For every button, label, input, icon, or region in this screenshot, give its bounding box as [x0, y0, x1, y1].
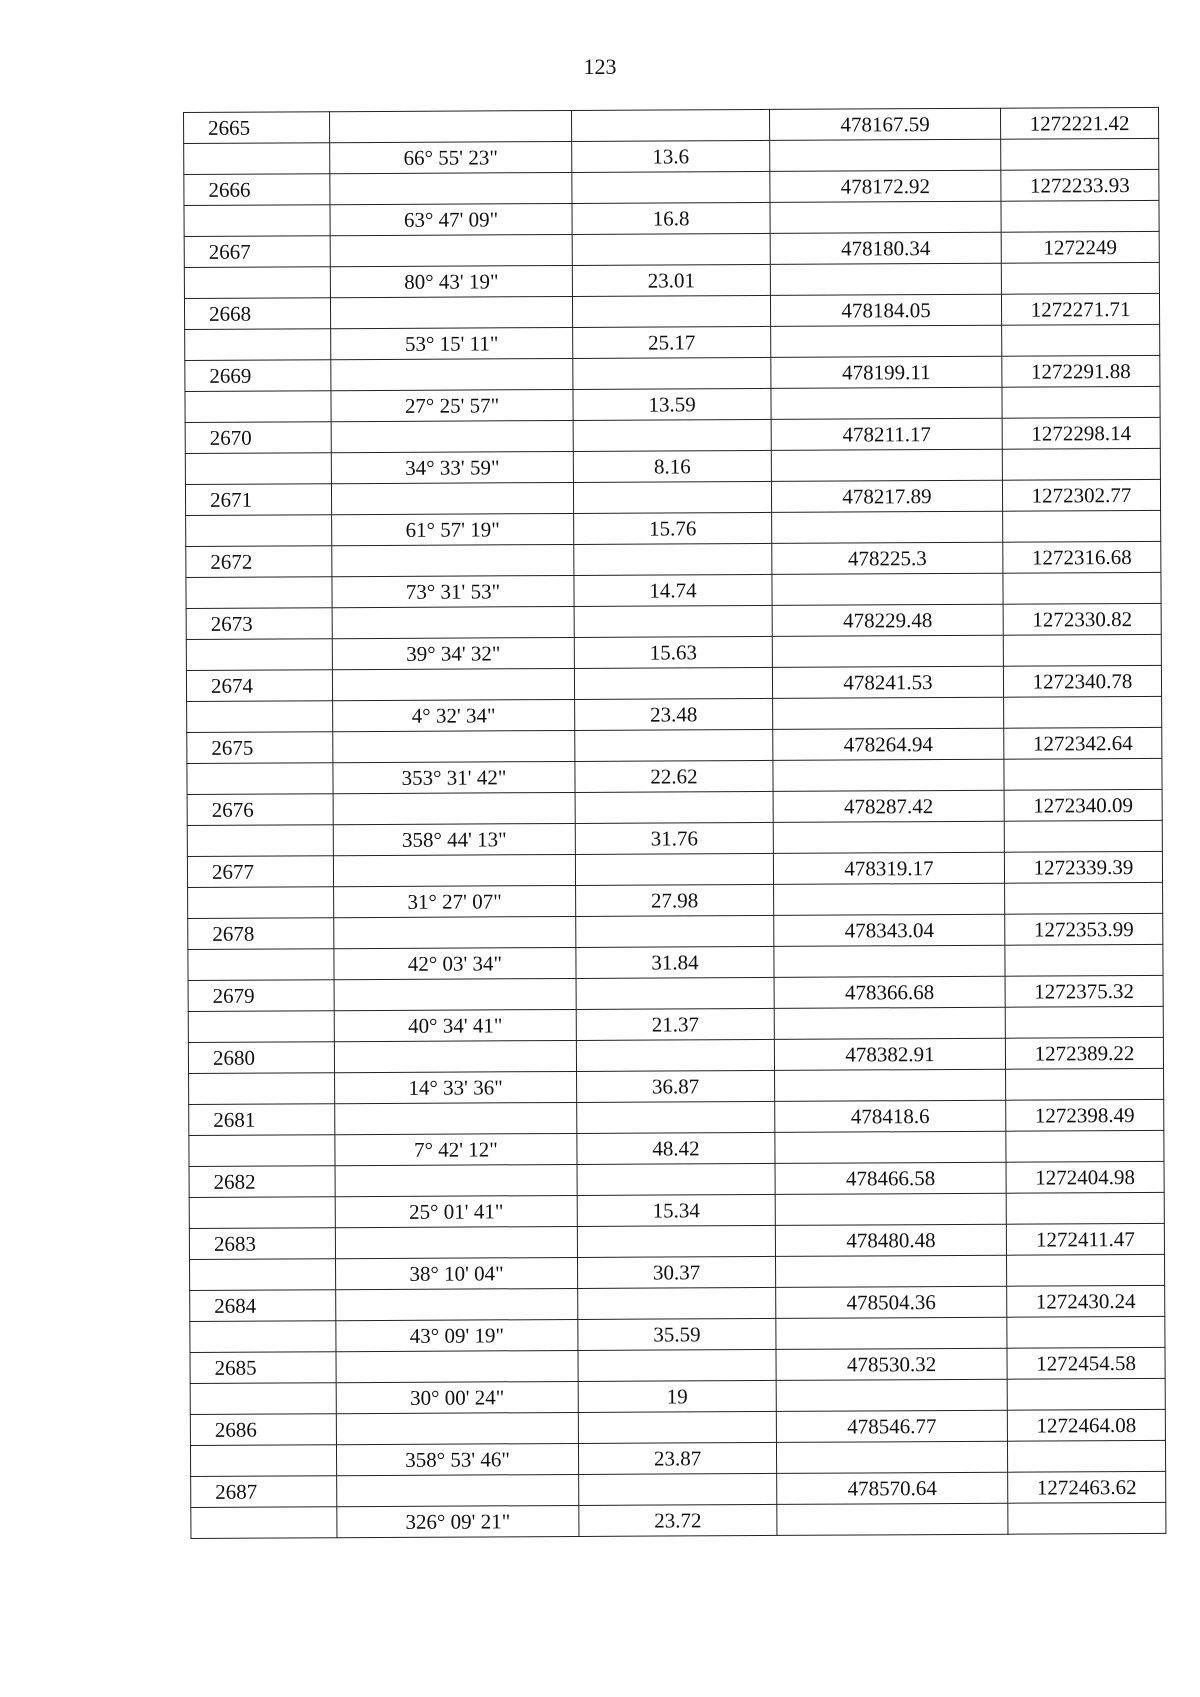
- distance-empty-cell: [578, 1411, 776, 1443]
- distance-empty-cell: [574, 605, 772, 637]
- x-coordinate-empty-cell: [773, 697, 1004, 729]
- bearing-cell: 53° 15' 11": [331, 327, 573, 359]
- segment-row: [190, 1316, 1165, 1352]
- bearing-cell: 4° 32' 34": [333, 699, 575, 731]
- segment-row: [186, 572, 1161, 608]
- distance-empty-cell: [576, 915, 774, 947]
- bearing-empty-cell: [333, 792, 575, 824]
- y-coordinate-cell: 1272233.93: [1001, 169, 1159, 201]
- x-coordinate-empty-cell: [776, 1441, 1007, 1473]
- segment-row: [188, 1006, 1163, 1042]
- bearing-empty-cell: [336, 1350, 578, 1382]
- segment-row: [185, 324, 1160, 360]
- distance-cell: 23.01: [572, 264, 770, 296]
- segment-row: [184, 262, 1159, 298]
- segment-row: [187, 696, 1162, 732]
- x-coordinate-empty-cell: [770, 201, 1001, 233]
- survey-coordinates-table: [183, 107, 1166, 1539]
- bearing-cell: 30° 00' 24": [336, 1381, 578, 1413]
- point-id-empty-cell: [189, 1197, 335, 1229]
- x-coordinate-empty-cell: [773, 759, 1004, 791]
- bearing-empty-cell: [331, 482, 573, 514]
- y-coordinate-cell: 1272398.49: [1006, 1099, 1164, 1131]
- y-coordinate-empty-cell: [1007, 1378, 1165, 1410]
- x-coordinate-cell: 478319.17: [773, 852, 1004, 884]
- point-row: [184, 231, 1159, 267]
- point-row: [189, 1099, 1164, 1135]
- point-row: [184, 293, 1159, 329]
- distance-empty-cell: [577, 1101, 775, 1133]
- point-id-cell: 2669: [185, 360, 331, 392]
- x-coordinate-empty-cell: [771, 325, 1002, 357]
- point-id-cell: 2678: [188, 918, 334, 950]
- y-coordinate-cell: 1272221.42: [1000, 107, 1158, 139]
- point-row: [188, 975, 1163, 1011]
- point-row: [190, 1285, 1165, 1321]
- bearing-empty-cell: [334, 916, 576, 948]
- segment-row: [184, 138, 1159, 174]
- point-row: [184, 169, 1159, 205]
- bearing-cell: 27° 25' 57": [331, 389, 573, 421]
- distance-empty-cell: [575, 729, 773, 761]
- distance-empty-cell: [571, 109, 769, 141]
- bearing-cell: 38° 10' 04": [336, 1257, 578, 1289]
- y-coordinate-empty-cell: [1001, 200, 1159, 232]
- distance-empty-cell: [574, 667, 772, 699]
- y-coordinate-empty-cell: [1001, 138, 1159, 170]
- distance-empty-cell: [576, 977, 774, 1009]
- point-id-empty-cell: [185, 329, 331, 361]
- y-coordinate-empty-cell: [1006, 1254, 1164, 1286]
- x-coordinate-cell: 478264.94: [773, 728, 1004, 760]
- bearing-empty-cell: [334, 1040, 576, 1072]
- bearing-cell: 73° 31' 53": [332, 575, 574, 607]
- point-id-cell: 2685: [190, 1352, 336, 1384]
- point-row: [186, 665, 1161, 701]
- point-row: [186, 541, 1161, 577]
- x-coordinate-empty-cell: [774, 1007, 1005, 1039]
- y-coordinate-empty-cell: [1004, 696, 1162, 728]
- y-coordinate-cell: 1272298.14: [1002, 417, 1160, 449]
- x-coordinate-empty-cell: [775, 1069, 1006, 1101]
- bearing-cell: 43° 09' 19": [336, 1319, 578, 1351]
- y-coordinate-cell: 1272375.32: [1005, 975, 1163, 1007]
- point-id-cell: 2679: [188, 980, 334, 1012]
- y-coordinate-cell: 1272271.71: [1001, 293, 1159, 325]
- y-coordinate-cell: 1272340.78: [1003, 665, 1161, 697]
- point-id-cell: 2675: [187, 732, 333, 764]
- y-coordinate-empty-cell: [1003, 634, 1161, 666]
- y-coordinate-empty-cell: [1006, 1130, 1164, 1162]
- point-row: [191, 1471, 1166, 1507]
- x-coordinate-cell: 478530.32: [776, 1348, 1007, 1380]
- point-id-empty-cell: [190, 1445, 336, 1477]
- x-coordinate-empty-cell: [776, 1379, 1007, 1411]
- y-coordinate-empty-cell: [1003, 572, 1161, 604]
- x-coordinate-empty-cell: [775, 1131, 1006, 1163]
- bearing-empty-cell: [330, 234, 572, 266]
- x-coordinate-empty-cell: [770, 139, 1001, 171]
- distance-cell: 13.6: [572, 140, 770, 172]
- x-coordinate-empty-cell: [771, 387, 1002, 419]
- segment-row: [191, 1502, 1166, 1538]
- bearing-empty-cell: [337, 1474, 579, 1506]
- y-coordinate-empty-cell: [1002, 448, 1160, 480]
- y-coordinate-empty-cell: [1001, 262, 1159, 294]
- bearing-empty-cell: [331, 420, 573, 452]
- point-id-empty-cell: [184, 143, 330, 175]
- distance-cell: 25.17: [573, 326, 771, 358]
- x-coordinate-empty-cell: [776, 1317, 1007, 1349]
- point-id-cell: 2680: [188, 1042, 334, 1074]
- point-row: [184, 107, 1159, 143]
- bearing-empty-cell: [334, 978, 576, 1010]
- point-id-cell: 2672: [186, 546, 332, 578]
- point-id-empty-cell: [184, 205, 330, 237]
- distance-empty-cell: [576, 1039, 774, 1071]
- y-coordinate-cell: 1272404.98: [1006, 1161, 1164, 1193]
- distance-empty-cell: [573, 357, 771, 389]
- bearing-empty-cell: [335, 1164, 577, 1196]
- distance-empty-cell: [579, 1473, 777, 1505]
- point-id-empty-cell: [188, 887, 334, 919]
- bearing-cell: 63° 47' 09": [330, 203, 572, 235]
- y-coordinate-cell: 1272330.82: [1003, 603, 1161, 635]
- distance-cell: 48.42: [577, 1132, 775, 1164]
- x-coordinate-cell: 478366.68: [774, 976, 1005, 1008]
- point-id-cell: 2673: [186, 608, 332, 640]
- point-row: [187, 789, 1162, 825]
- point-id-empty-cell: [187, 763, 333, 795]
- bearing-cell: 40° 34' 41": [334, 1009, 576, 1041]
- x-coordinate-cell: 478504.36: [776, 1286, 1007, 1318]
- y-coordinate-empty-cell: [1005, 1006, 1163, 1038]
- point-id-cell: 2674: [186, 670, 332, 702]
- x-coordinate-cell: 478546.77: [776, 1410, 1007, 1442]
- point-row: [189, 1223, 1164, 1259]
- point-id-empty-cell: [186, 515, 332, 547]
- y-coordinate-cell: 1272302.77: [1002, 479, 1160, 511]
- distance-cell: 31.84: [576, 946, 774, 978]
- distance-cell: 15.63: [574, 636, 772, 668]
- distance-cell: 15.34: [577, 1194, 775, 1226]
- y-coordinate-empty-cell: [1007, 1316, 1165, 1348]
- point-id-empty-cell: [190, 1383, 336, 1415]
- y-coordinate-empty-cell: [1003, 510, 1161, 542]
- y-coordinate-cell: 1272340.09: [1004, 789, 1162, 821]
- point-id-empty-cell: [191, 1507, 337, 1539]
- x-coordinate-cell: 478480.48: [775, 1224, 1006, 1256]
- x-coordinate-cell: 478172.92: [770, 170, 1001, 202]
- bearing-cell: 353° 31' 42": [333, 761, 575, 793]
- y-coordinate-empty-cell: [1002, 386, 1160, 418]
- distance-cell: 16.8: [572, 202, 770, 234]
- distance-empty-cell: [578, 1349, 776, 1381]
- point-id-empty-cell: [187, 701, 333, 733]
- table-body: [184, 107, 1166, 1538]
- point-id-cell: 2687: [191, 1476, 337, 1508]
- x-coordinate-empty-cell: [776, 1255, 1007, 1287]
- point-id-empty-cell: [186, 577, 332, 609]
- x-coordinate-empty-cell: [775, 1193, 1006, 1225]
- distance-empty-cell: [572, 295, 770, 327]
- point-id-empty-cell: [189, 1135, 335, 1167]
- x-coordinate-cell: 478184.05: [770, 294, 1001, 326]
- segment-row: [186, 634, 1161, 670]
- distance-empty-cell: [572, 233, 770, 265]
- x-coordinate-empty-cell: [773, 821, 1004, 853]
- bearing-cell: 358° 53' 46": [336, 1443, 578, 1475]
- y-coordinate-cell: 1272463.62: [1008, 1471, 1166, 1503]
- point-id-empty-cell: [188, 949, 334, 981]
- point-id-cell: 2671: [185, 484, 331, 516]
- bearing-empty-cell: [333, 854, 575, 886]
- distance-cell: 35.59: [578, 1318, 776, 1350]
- bearing-empty-cell: [331, 358, 573, 390]
- segment-row: [189, 1130, 1164, 1166]
- point-id-cell: 2667: [184, 236, 330, 268]
- y-coordinate-cell: 1272249: [1001, 231, 1159, 263]
- x-coordinate-cell: 478199.11: [771, 356, 1002, 388]
- x-coordinate-cell: 478466.58: [775, 1162, 1006, 1194]
- point-id-cell: 2666: [184, 174, 330, 206]
- distance-empty-cell: [572, 171, 770, 203]
- segment-row: [190, 1254, 1165, 1290]
- x-coordinate-empty-cell: [772, 635, 1003, 667]
- bearing-cell: 358° 44' 13": [333, 823, 575, 855]
- x-coordinate-empty-cell: [774, 883, 1005, 915]
- distance-empty-cell: [577, 1225, 775, 1257]
- segment-row: [187, 820, 1162, 856]
- page-number: 123: [583, 54, 617, 79]
- point-id-empty-cell: [185, 391, 331, 423]
- bearing-empty-cell: [336, 1412, 578, 1444]
- segment-row: [189, 1068, 1164, 1104]
- point-id-empty-cell: [189, 1073, 335, 1105]
- x-coordinate-cell: 478382.91: [774, 1038, 1005, 1070]
- point-id-cell: 2677: [187, 856, 333, 888]
- x-coordinate-cell: 478241.53: [772, 666, 1003, 698]
- y-coordinate-empty-cell: [1006, 1068, 1164, 1100]
- distance-cell: 13.59: [573, 388, 771, 420]
- segment-row: [190, 1440, 1165, 1476]
- point-row: [185, 355, 1160, 391]
- bearing-cell: 39° 34' 32": [332, 637, 574, 669]
- point-id-empty-cell: [188, 1011, 334, 1043]
- distance-empty-cell: [578, 1287, 776, 1319]
- point-id-empty-cell: [185, 453, 331, 485]
- point-row: [188, 1037, 1163, 1073]
- x-coordinate-cell: 478570.64: [777, 1472, 1008, 1504]
- bearing-empty-cell: [333, 730, 575, 762]
- y-coordinate-cell: 1272464.08: [1007, 1409, 1165, 1441]
- distance-cell: 21.37: [576, 1008, 774, 1040]
- point-row: [190, 1409, 1165, 1445]
- distance-cell: 8.16: [573, 450, 771, 482]
- bearing-empty-cell: [335, 1226, 577, 1258]
- x-coordinate-cell: 478225.3: [772, 542, 1003, 574]
- x-coordinate-empty-cell: [772, 511, 1003, 543]
- point-id-cell: 2670: [185, 422, 331, 454]
- y-coordinate-empty-cell: [1005, 882, 1163, 914]
- y-coordinate-empty-cell: [1005, 944, 1163, 976]
- segment-row: [186, 510, 1161, 546]
- x-coordinate-cell: 478217.89: [771, 480, 1002, 512]
- distance-cell: 36.87: [577, 1070, 775, 1102]
- bearing-empty-cell: [336, 1288, 578, 1320]
- distance-empty-cell: [575, 853, 773, 885]
- x-coordinate-cell: 478167.59: [769, 108, 1000, 140]
- distance-cell: 30.37: [578, 1256, 776, 1288]
- x-coordinate-empty-cell: [770, 263, 1001, 295]
- segment-row: [184, 200, 1159, 236]
- distance-cell: 19: [578, 1380, 776, 1412]
- bearing-empty-cell: [335, 1102, 577, 1134]
- distance-cell: 23.72: [579, 1504, 777, 1536]
- x-coordinate-cell: 478343.04: [774, 914, 1005, 946]
- bearing-cell: 326° 09' 21": [337, 1505, 579, 1537]
- distance-cell: 27.98: [576, 884, 774, 916]
- y-coordinate-cell: 1272342.64: [1004, 727, 1162, 759]
- y-coordinate-cell: 1272353.99: [1005, 913, 1163, 945]
- point-id-cell: 2682: [189, 1166, 335, 1198]
- distance-cell: 15.76: [574, 512, 772, 544]
- distance-cell: 23.87: [578, 1442, 776, 1474]
- point-row: [185, 479, 1160, 515]
- point-row: [189, 1161, 1164, 1197]
- bearing-cell: 34° 33' 59": [331, 451, 573, 483]
- x-coordinate-cell: 478180.34: [770, 232, 1001, 264]
- point-id-cell: 2676: [187, 794, 333, 826]
- bearing-empty-cell: [332, 544, 574, 576]
- point-id-cell: 2684: [190, 1290, 336, 1322]
- x-coordinate-cell: 478211.17: [771, 418, 1002, 450]
- bearing-empty-cell: [330, 172, 572, 204]
- y-coordinate-empty-cell: [1002, 324, 1160, 356]
- y-coordinate-cell: 1272411.47: [1006, 1223, 1164, 1255]
- point-id-empty-cell: [186, 639, 332, 671]
- y-coordinate-empty-cell: [1004, 820, 1162, 852]
- bearing-cell: 42° 03' 34": [334, 947, 576, 979]
- segment-row: [185, 386, 1160, 422]
- x-coordinate-cell: 478287.42: [773, 790, 1004, 822]
- x-coordinate-cell: 478229.48: [772, 604, 1003, 636]
- y-coordinate-empty-cell: [1008, 1502, 1166, 1534]
- point-id-cell: 2683: [189, 1228, 335, 1260]
- x-coordinate-empty-cell: [774, 945, 1005, 977]
- segment-row: [188, 882, 1163, 918]
- point-id-cell: 2681: [189, 1104, 335, 1136]
- distance-empty-cell: [575, 791, 773, 823]
- bearing-empty-cell: [330, 110, 572, 142]
- y-coordinate-empty-cell: [1007, 1440, 1165, 1472]
- segment-row: [185, 448, 1160, 484]
- distance-cell: 23.48: [575, 698, 773, 730]
- y-coordinate-cell: 1272389.22: [1005, 1037, 1163, 1069]
- bearing-cell: 80° 43' 19": [330, 265, 572, 297]
- distance-empty-cell: [573, 419, 771, 451]
- point-row: [188, 913, 1163, 949]
- point-row: [190, 1347, 1165, 1383]
- bearing-cell: 7° 42' 12": [335, 1133, 577, 1165]
- bearing-cell: 14° 33' 36": [335, 1071, 577, 1103]
- point-id-empty-cell: [187, 825, 333, 857]
- segment-row: [188, 944, 1163, 980]
- x-coordinate-cell: 478418.6: [775, 1100, 1006, 1132]
- bearing-cell: 66° 55' 23": [330, 141, 572, 173]
- y-coordinate-cell: 1272291.88: [1002, 355, 1160, 387]
- point-row: [185, 417, 1160, 453]
- bearing-cell: 61° 57' 19": [332, 513, 574, 545]
- distance-cell: 22.62: [575, 760, 773, 792]
- distance-cell: 14.74: [574, 574, 772, 606]
- bearing-empty-cell: [332, 606, 574, 638]
- bearing-empty-cell: [332, 668, 574, 700]
- x-coordinate-empty-cell: [771, 449, 1002, 481]
- point-id-empty-cell: [190, 1259, 336, 1291]
- distance-empty-cell: [577, 1163, 775, 1195]
- x-coordinate-empty-cell: [772, 573, 1003, 605]
- y-coordinate-cell: 1272316.68: [1003, 541, 1161, 573]
- distance-empty-cell: [574, 543, 772, 575]
- distance-cell: 31.76: [575, 822, 773, 854]
- bearing-empty-cell: [330, 296, 572, 328]
- y-coordinate-cell: 1272454.58: [1007, 1347, 1165, 1379]
- point-id-cell: 2665: [184, 112, 330, 144]
- point-row: [186, 603, 1161, 639]
- point-row: [187, 727, 1162, 763]
- y-coordinate-empty-cell: [1004, 758, 1162, 790]
- segment-row: [189, 1192, 1164, 1228]
- x-coordinate-empty-cell: [777, 1503, 1008, 1535]
- point-id-empty-cell: [184, 267, 330, 299]
- point-id-cell: 2668: [184, 298, 330, 330]
- point-row: [187, 851, 1162, 887]
- segment-row: [187, 758, 1162, 794]
- point-id-cell: 2686: [190, 1414, 336, 1446]
- y-coordinate-empty-cell: [1006, 1192, 1164, 1224]
- segment-row: [190, 1378, 1165, 1414]
- distance-empty-cell: [573, 481, 771, 513]
- y-coordinate-cell: 1272430.24: [1007, 1285, 1165, 1317]
- bearing-cell: 25° 01' 41": [335, 1195, 577, 1227]
- y-coordinate-cell: 1272339.39: [1004, 851, 1162, 883]
- point-id-empty-cell: [190, 1321, 336, 1353]
- bearing-cell: 31° 27' 07": [334, 885, 576, 917]
